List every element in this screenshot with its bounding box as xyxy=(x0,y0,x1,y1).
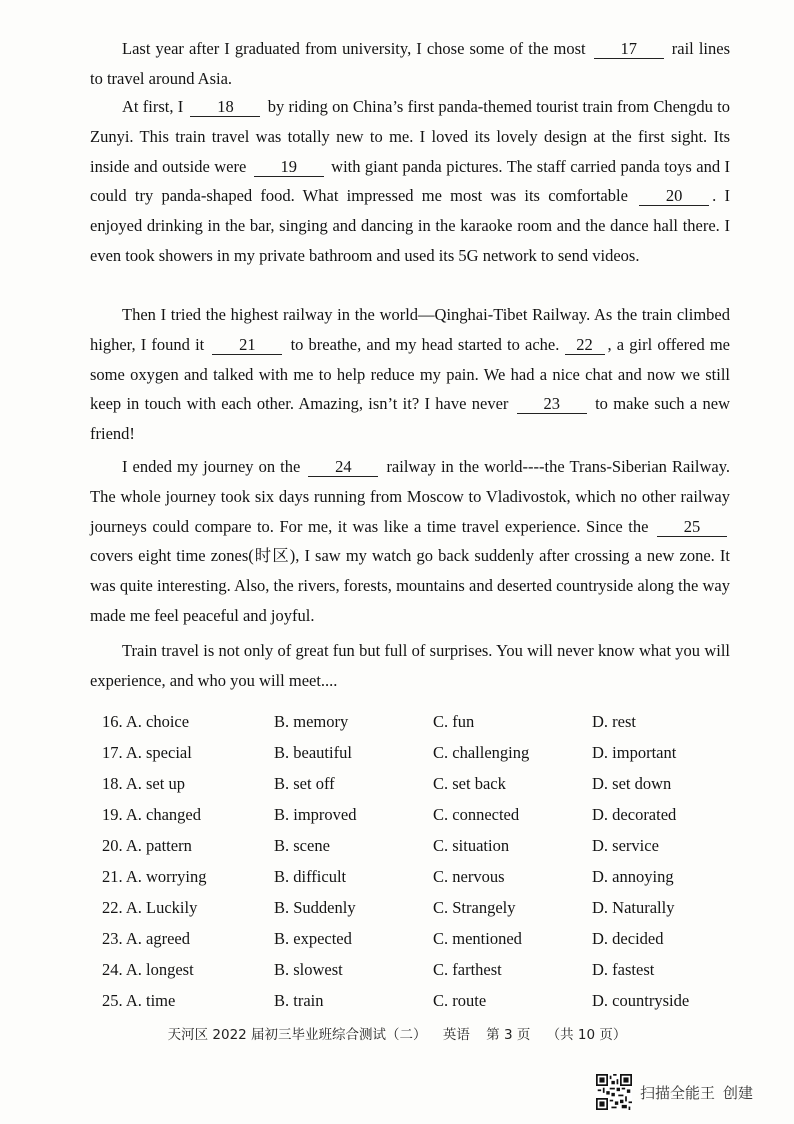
option-b: B. memory xyxy=(274,712,349,731)
option-c: C. challenging xyxy=(433,743,530,762)
option-d: D. fastest xyxy=(592,960,655,979)
option-b: B. Suddenly xyxy=(274,898,356,917)
scanner-app-name: 扫描全能王 xyxy=(640,1083,716,1102)
option-b: B. expected xyxy=(274,929,352,948)
option-d: D. service xyxy=(592,836,659,855)
option-c: C. farthest xyxy=(433,960,502,979)
exam-title: 天河区 2022 届初三毕业班综合测试（二） xyxy=(167,1027,427,1043)
blank-22: 22 xyxy=(565,336,605,355)
option-a: 16. A. choice xyxy=(102,712,190,731)
option-d: D. set down xyxy=(592,774,672,793)
option-a: 23. A. agreed xyxy=(102,929,190,948)
blank-23: 23 xyxy=(517,395,587,414)
blank-21: 21 xyxy=(212,336,282,355)
option-b: B. set off xyxy=(274,774,335,793)
blank-18: 18 xyxy=(190,98,260,117)
option-d: D. countryside xyxy=(592,991,690,1010)
option-c: C. route xyxy=(433,991,487,1010)
scanner-watermark xyxy=(596,1072,761,1112)
option-a: 20. A. pattern xyxy=(102,836,192,855)
question-row-16 xyxy=(102,712,722,742)
option-c: C. connected xyxy=(433,805,520,824)
blank-19: 19 xyxy=(254,158,324,177)
option-d: D. rest xyxy=(592,712,636,731)
subject: 英语 xyxy=(442,1027,470,1043)
option-b: B. train xyxy=(274,991,324,1010)
option-a: 21. A. worrying xyxy=(102,867,207,886)
paragraph-3: Then I tried the highest railway in the world—Qinghai-Tibet Railway. As the train climbed higher, I found it 21 to breathe, and my head started to ache. 22 , a girl offered me some oxygen and talked with me to help reduce my pain. We had a nice chat and now we still keep in touch with each other. Amazing, isn’t it? I have never 23 to make such a new friend! xyxy=(90,305,731,444)
option-c: C. set back xyxy=(433,774,506,793)
option-a: 19. A. changed xyxy=(102,805,201,824)
option-d: D. Naturally xyxy=(592,898,675,917)
question-row-23 xyxy=(102,929,722,959)
option-b: B. improved xyxy=(274,805,357,824)
option-a: 17. A. special xyxy=(102,743,192,762)
blank-17: 17 xyxy=(594,40,664,59)
blank-24: 24 xyxy=(308,458,378,477)
option-d: D. important xyxy=(592,743,677,762)
paragraph-5: Train travel is not only of great fun but full of surprises. You will never know what you will experience, and who you will meet.... xyxy=(90,641,730,690)
blank-25: 25 xyxy=(657,518,727,537)
question-row-17 xyxy=(102,743,722,773)
option-a: 24. A. longest xyxy=(102,960,194,979)
option-d: D. decorated xyxy=(592,805,677,824)
paragraph-2: At first, I 18 by riding on China’s first panda-themed tourist train from Chengdu to Zunyi. This train travel was totally new to me. I loved its lovely design at the first sight. Its inside and outside were 19 with giant panda pictures. The staff carried panda toys and I could try panda-shaped food. What impressed me most was its comfortable 20 . I enjoyed drinking in the bar, singing and dancing in the karaoke room and the dance hall there. I even took showers in my private bathroom and used its 5G network to send videos. xyxy=(90,97,731,265)
paragraph-4: I ended my journey on the 24 railway in the world----the Trans-Siberian Railway. The whole journey took six days running from Moscow to Vladivostok, which no other railway journeys could compare to. For me, it was like a time travel experience. Since the 25 covers eight time zones(时区), I saw my watch go back suddenly after crossing a new zone. It was quite interesting. Also, the rivers, forests, mountains and deserted countryside along the way made me feel peaceful and joyful. xyxy=(90,457,731,625)
option-c: C. mentioned xyxy=(433,929,522,948)
question-row-25 xyxy=(102,991,722,1021)
option-b: B. beautiful xyxy=(274,743,352,762)
question-row-20 xyxy=(102,836,722,866)
qr-code-icon xyxy=(596,1074,632,1110)
option-c: C. Strangely xyxy=(433,898,516,917)
question-row-19 xyxy=(102,805,722,835)
option-a: 18. A. set up xyxy=(102,774,185,793)
question-row-18 xyxy=(102,774,722,804)
page-footer xyxy=(0,1023,794,1043)
option-c: C. fun xyxy=(433,712,475,731)
option-b: B. difficult xyxy=(274,867,347,886)
option-a: 25. A. time xyxy=(102,991,176,1010)
option-b: B. slowest xyxy=(274,960,343,979)
option-d: D. annoying xyxy=(592,867,674,886)
option-b: B. scene xyxy=(274,836,330,855)
paragraph-1: Last year after I graduated from university, I chose some of the most 17 rail lines to travel around Asia. xyxy=(90,39,731,88)
question-row-22 xyxy=(102,898,722,928)
option-c: C. situation xyxy=(433,836,510,855)
question-row-21 xyxy=(102,867,722,897)
option-d: D. decided xyxy=(592,929,664,948)
scanner-action: 创建 xyxy=(723,1083,754,1102)
page-number: 第 3 页 xyxy=(486,1027,531,1043)
option-a: 22. A. Luckily xyxy=(102,898,198,917)
question-row-24 xyxy=(102,960,722,990)
page-total: （共 10 页） xyxy=(546,1027,627,1043)
blank-20: 20 xyxy=(639,187,709,206)
option-c: C. nervous xyxy=(433,867,505,886)
